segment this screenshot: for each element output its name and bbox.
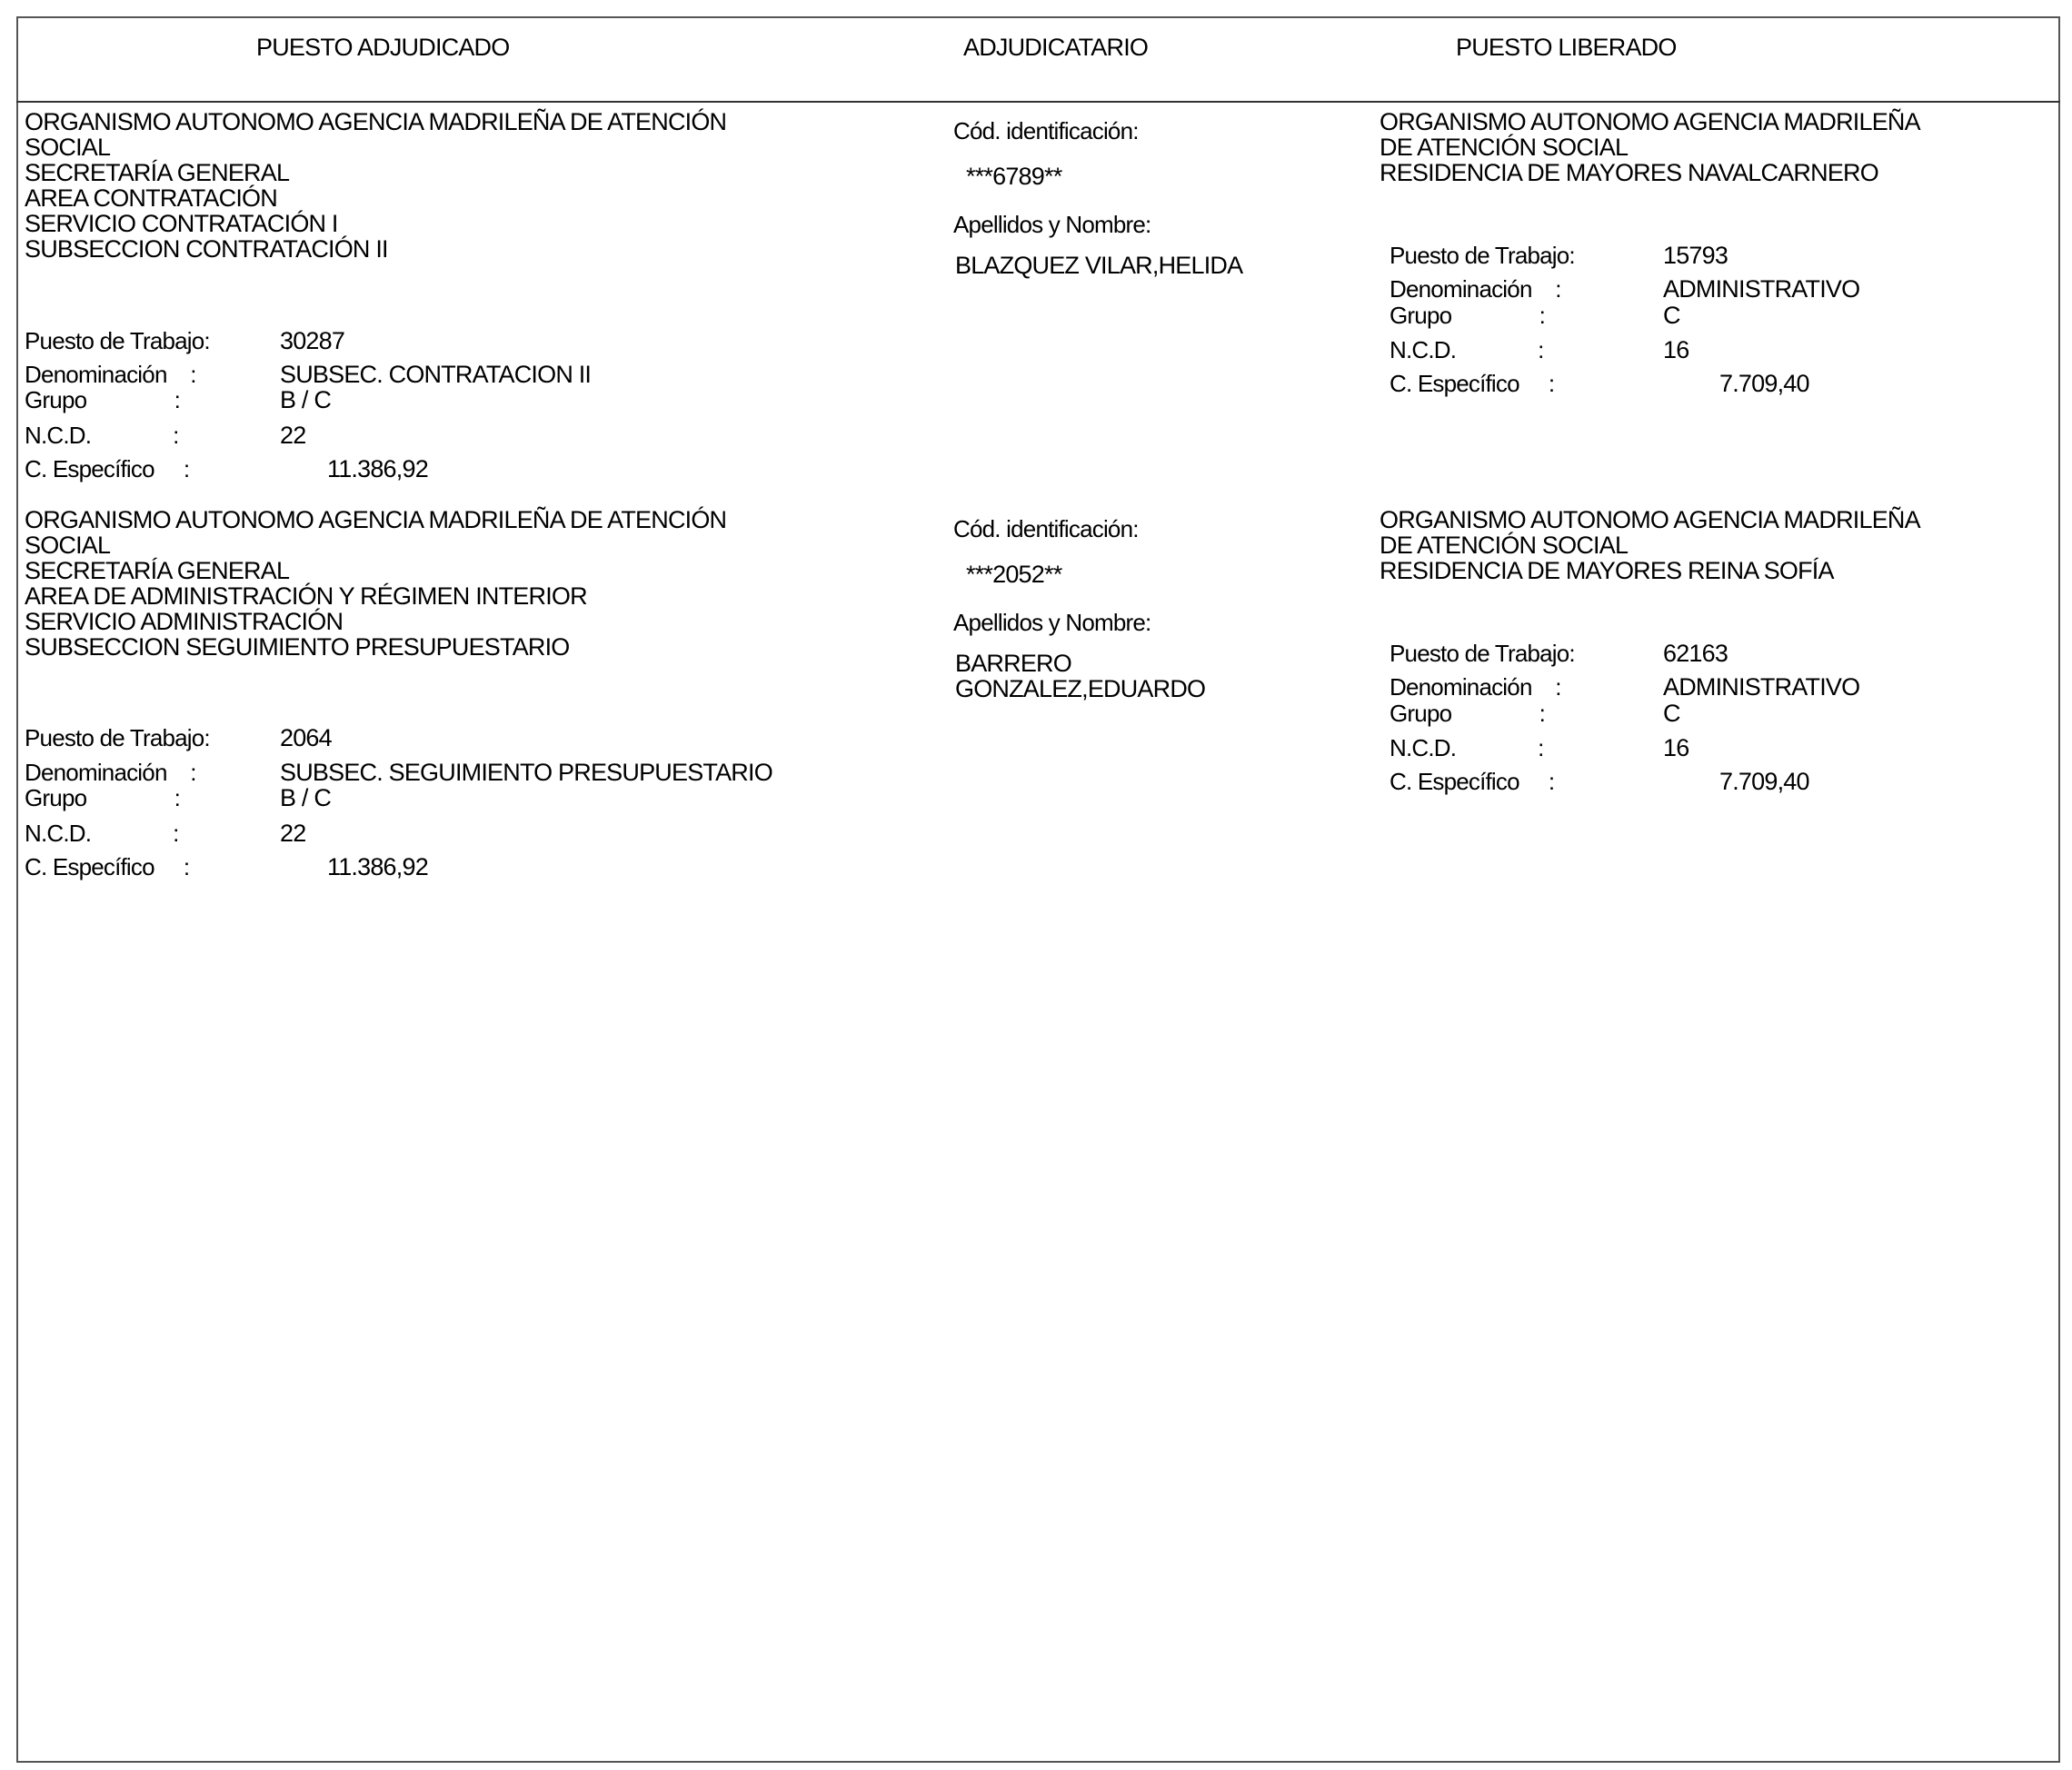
header-puesto-adjudicado: PUESTO ADJUDICADO (256, 34, 510, 61)
grupo-label: Grupo : (25, 784, 181, 811)
liberado-organization: ORGANISMO AUTONOMO AGENCIA MADRILEÑA DE ATENCIÓN SOCIAL RESIDENCIA DE MAYORES NAVALCARNERO (1380, 108, 1920, 186)
cod-identificacion-value: ***2052** (966, 561, 1062, 588)
liberado-ncd-label: N.C.D. : (1390, 336, 1544, 363)
especifico-value: 11.386,92 (327, 455, 428, 482)
denominacion-label: Denominación : (25, 361, 196, 388)
especifico-label: C. Específico : (25, 853, 190, 880)
liberado-puesto-value: 62163 (1663, 640, 1728, 667)
apellidos-label: Apellidos y Nombre: (953, 211, 1151, 238)
liberado-puesto-label: Puesto de Trabajo: (1390, 242, 1575, 269)
cod-identificacion-label: Cód. identificación: (953, 117, 1139, 144)
liberado-denominacion-value: ADMINISTRATIVO (1663, 275, 1860, 303)
liberado-organization: ORGANISMO AUTONOMO AGENCIA MADRILEÑA DE ATENCIÓN SOCIAL RESIDENCIA DE MAYORES REINA SOFÍA (1380, 506, 1920, 584)
ncd-label: N.C.D. : (25, 422, 179, 449)
especifico-value: 11.386,92 (327, 853, 428, 880)
ncd-value: 22 (280, 422, 306, 449)
liberado-puesto-value: 15793 (1663, 242, 1728, 269)
liberado-ncd-value: 16 (1663, 336, 1689, 363)
grupo-label: Grupo : (25, 386, 181, 413)
denominacion-value: SUBSEC. CONTRATACION II (280, 361, 592, 388)
liberado-denominacion-value: ADMINISTRATIVO (1663, 673, 1860, 701)
liberado-ncd-value: 16 (1663, 734, 1689, 761)
ncd-value: 22 (280, 820, 306, 847)
liberado-ncd-label: N.C.D. : (1390, 734, 1544, 761)
liberado-grupo-value: C (1663, 700, 1680, 727)
header-puesto-liberado: PUESTO LIBERADO (1456, 34, 1677, 61)
denominacion-label: Denominación : (25, 759, 196, 786)
grupo-value: B / C (280, 386, 332, 413)
adjudicatario-nombre: BARRERO GONZALEZ,EDUARDO (955, 650, 1206, 702)
liberado-especifico-label: C. Específico : (1390, 768, 1555, 795)
liberado-especifico-label: C. Específico : (1390, 370, 1555, 397)
liberado-grupo-label: Grupo : (1390, 700, 1546, 727)
liberado-denominacion-label: Denominación : (1390, 275, 1561, 303)
header-divider (16, 101, 2060, 103)
grupo-value: B / C (280, 784, 332, 811)
puesto-value: 2064 (280, 724, 332, 751)
puesto-value: 30287 (280, 327, 345, 354)
liberado-especifico-value: 7.709,40 (1719, 768, 1809, 795)
cod-identificacion-label: Cód. identificación: (953, 515, 1139, 542)
adjudicado-organization: ORGANISMO AUTONOMO AGENCIA MADRILEÑA DE ATENCIÓN SOCIAL SECRETARÍA GENERAL AREA DE ADMINISTRACIÓN Y RÉGIMEN INTERIOR SERVICIO ADMINISTRACIÓN SUBSECCION SEGUIMIENTO PRESUPUESTARIO (25, 506, 727, 661)
cod-identificacion-value: ***6789** (966, 163, 1062, 190)
adjudicatario-nombre: BLAZQUEZ VILAR,HELIDA (955, 252, 1243, 279)
puesto-label: Puesto de Trabajo: (25, 327, 210, 354)
ncd-label: N.C.D. : (25, 820, 179, 847)
liberado-especifico-value: 7.709,40 (1719, 370, 1809, 397)
denominacion-value: SUBSEC. SEGUIMIENTO PRESUPUESTARIO (280, 759, 772, 786)
header-adjudicatario: ADJUDICATARIO (963, 34, 1149, 61)
adjudicado-organization: ORGANISMO AUTONOMO AGENCIA MADRILEÑA DE ATENCIÓN SOCIAL SECRETARÍA GENERAL AREA CONTRATACIÓN SERVICIO CONTRATACIÓN I SUBSECCION CONTRATACIÓN II (25, 108, 727, 263)
puesto-label: Puesto de Trabajo: (25, 724, 210, 751)
especifico-label: C. Específico : (25, 455, 190, 482)
liberado-grupo-value: C (1663, 302, 1680, 329)
apellidos-label: Apellidos y Nombre: (953, 609, 1151, 636)
liberado-puesto-label: Puesto de Trabajo: (1390, 640, 1575, 667)
liberado-grupo-label: Grupo : (1390, 302, 1546, 329)
liberado-denominacion-label: Denominación : (1390, 673, 1561, 701)
